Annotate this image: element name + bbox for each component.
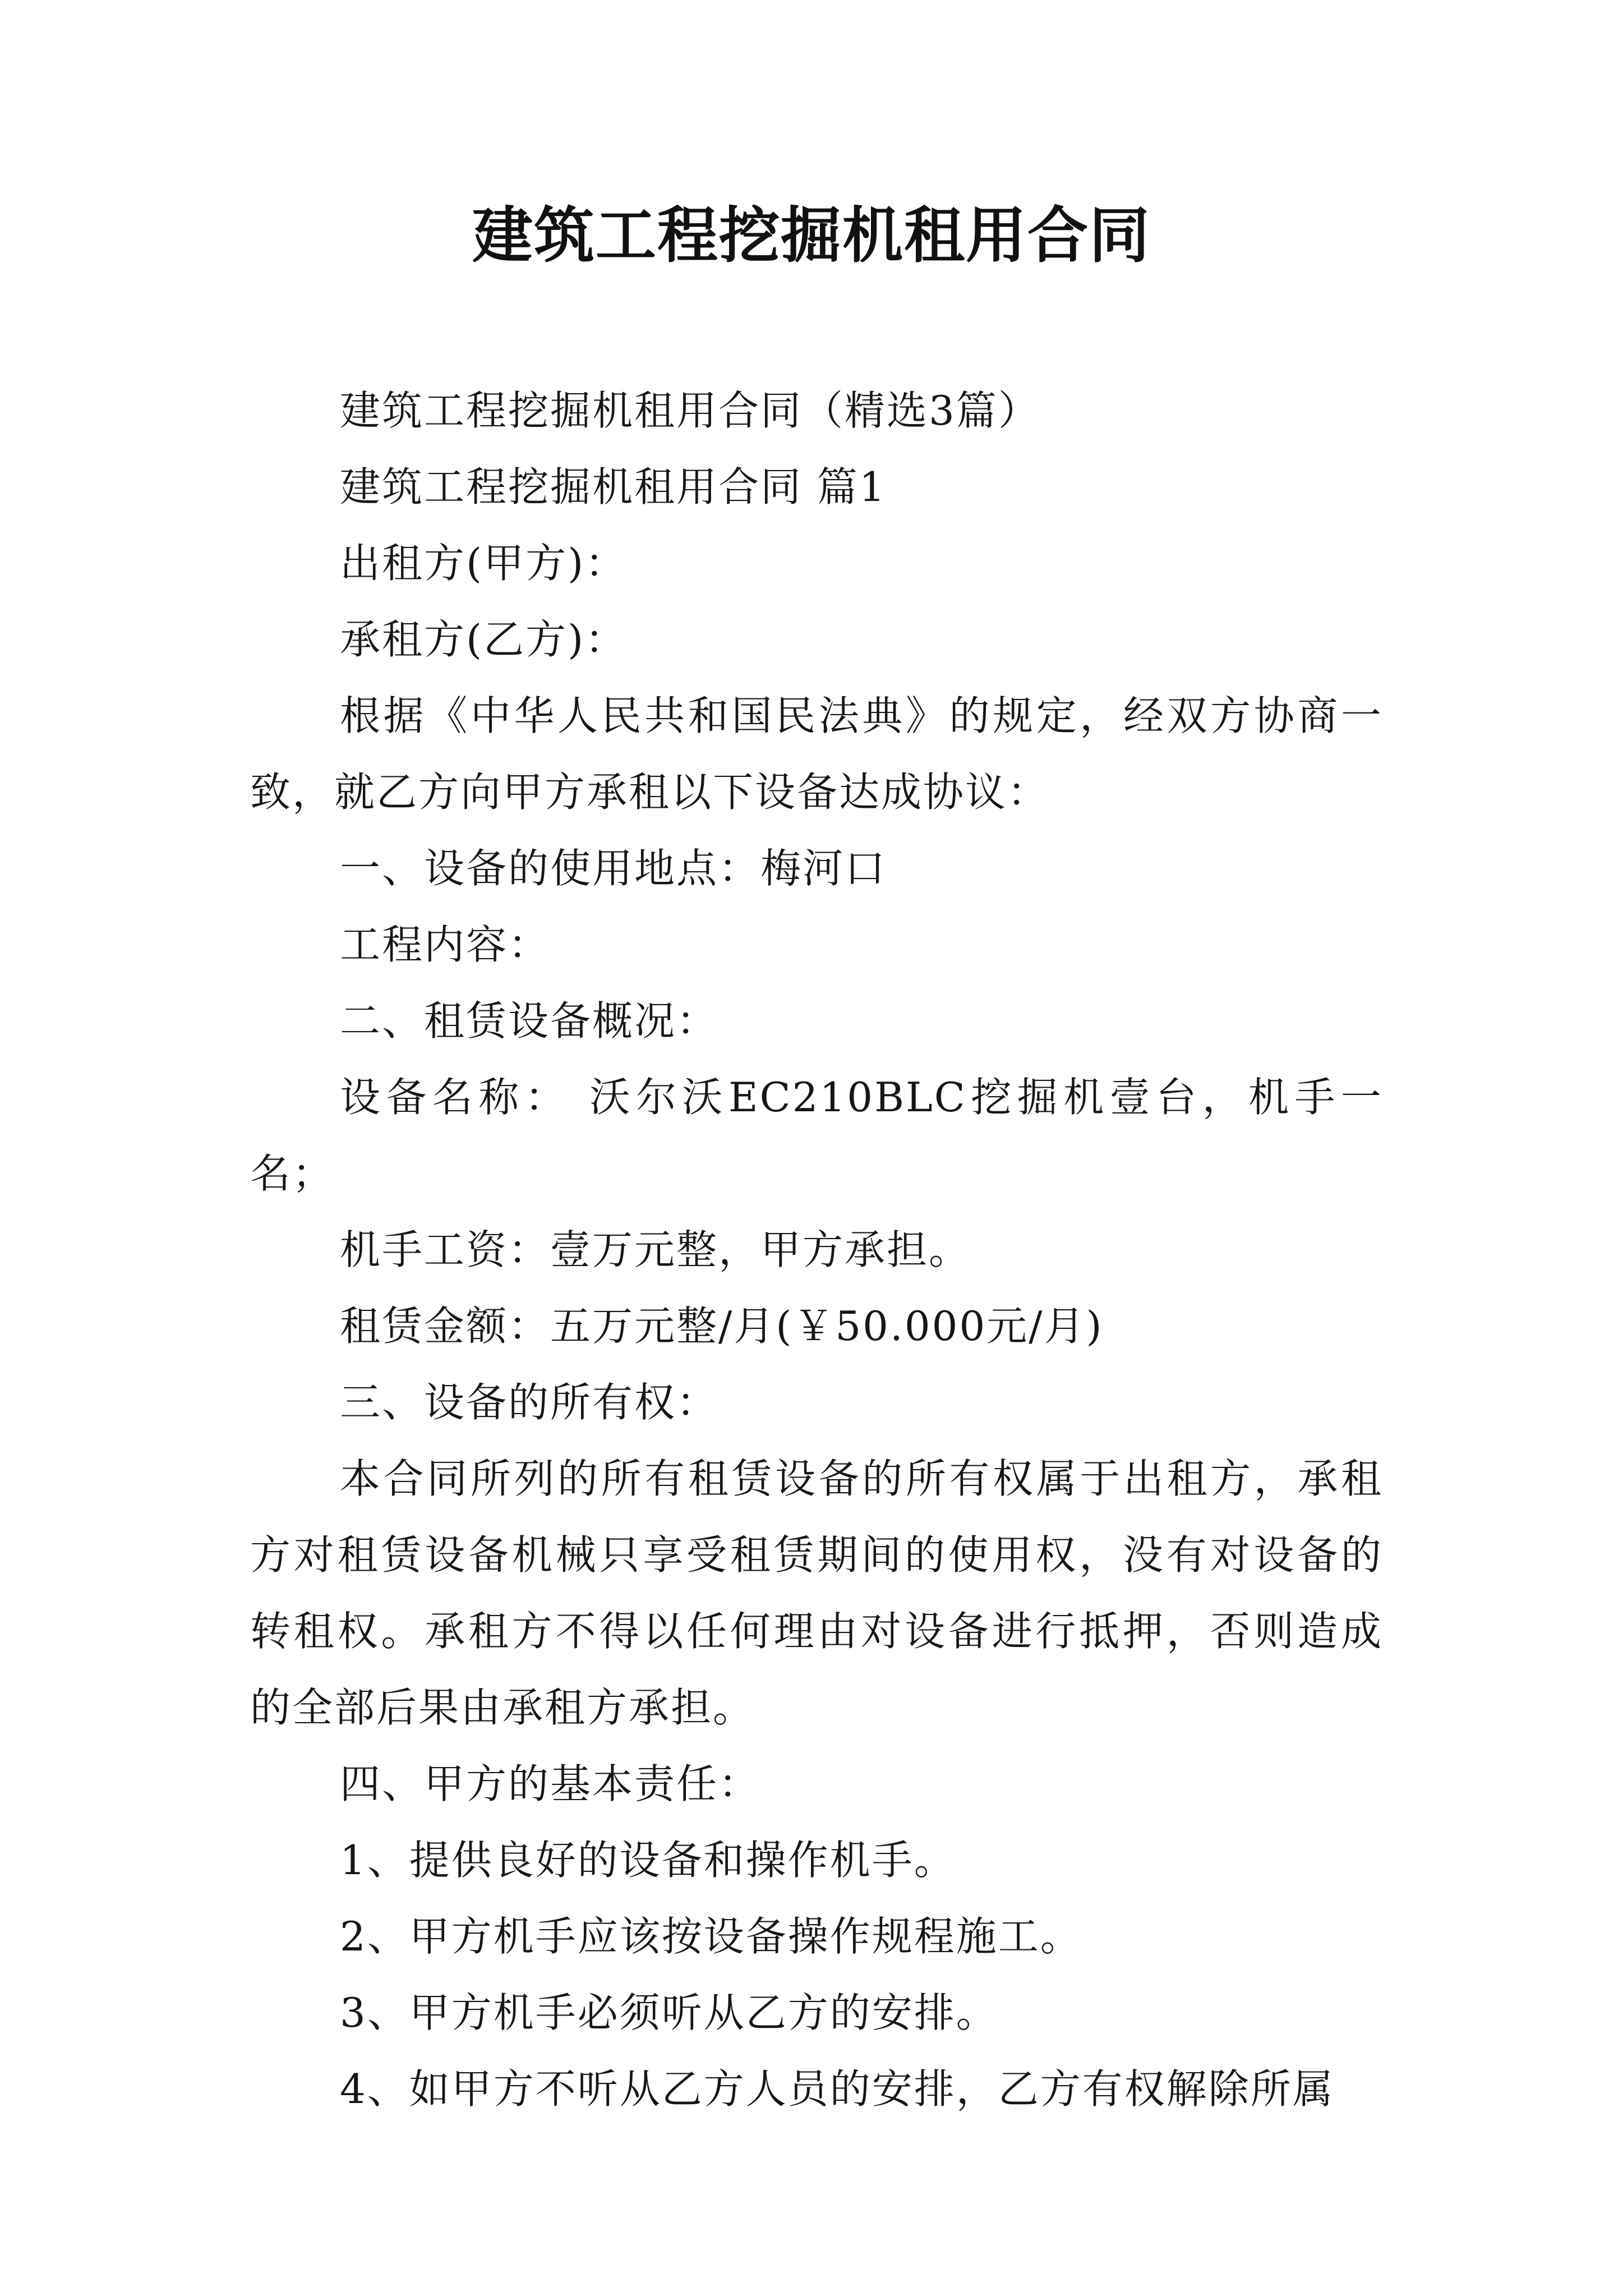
paragraph: 2、甲方机手应该按设备操作规程施工。 (340, 1913, 1082, 1960)
paragraph: 出租方(甲方)： (340, 540, 628, 587)
document-title: 建筑工程挖掘机租用合同 (472, 200, 1151, 271)
paragraph: 4、如甲方不听从乙方人员的安排，乙方有权解除所属 (340, 2065, 1335, 2113)
document-body (250, 372, 1383, 2127)
paragraph: 一、设备的使用地点：梅河口 (340, 845, 887, 892)
paragraph: 三、设备的所有权： (340, 1379, 719, 1426)
paragraph: 根据《中华人民共和国民法典》的规定，经双方协商一致，就乙方向甲方承租以下设备达成协议： (250, 692, 1383, 816)
paragraph: 机手工资：壹万元整，甲方承担。 (340, 1226, 971, 1273)
paragraph: 工程内容： (340, 921, 551, 968)
paragraph: 设备名称： 沃尔沃EC210BLC挖掘机壹台，机手一名； (250, 1074, 1383, 1197)
paragraph: 3、甲方机手必须听从乙方的安排。 (340, 1989, 998, 2036)
paragraph: 承租方(乙方)： (340, 616, 628, 663)
paragraph: 本合同所列的所有租赁设备的所有权属于出租方，承租方对租赁设备机械只享受租赁期间的使用权，没有对设备的转租权。承租方不得以任何理由对设备进行抵押，否则造成的全部后果由承租方承担。 (250, 1455, 1383, 1731)
paragraph: 四、甲方的基本责任： (340, 1760, 761, 1807)
paragraph: 建筑工程挖掘机租用合同（精选3篇） (340, 387, 1040, 434)
paragraph: 租赁金额：五万元整/月(￥50.000元/月) (340, 1303, 1104, 1350)
paragraph: 建筑工程挖掘机租用合同 篇1 (340, 463, 887, 510)
paragraph: 1、提供良好的设备和操作机手。 (340, 1837, 956, 1884)
paragraph: 二、租赁设备概况： (340, 997, 719, 1045)
